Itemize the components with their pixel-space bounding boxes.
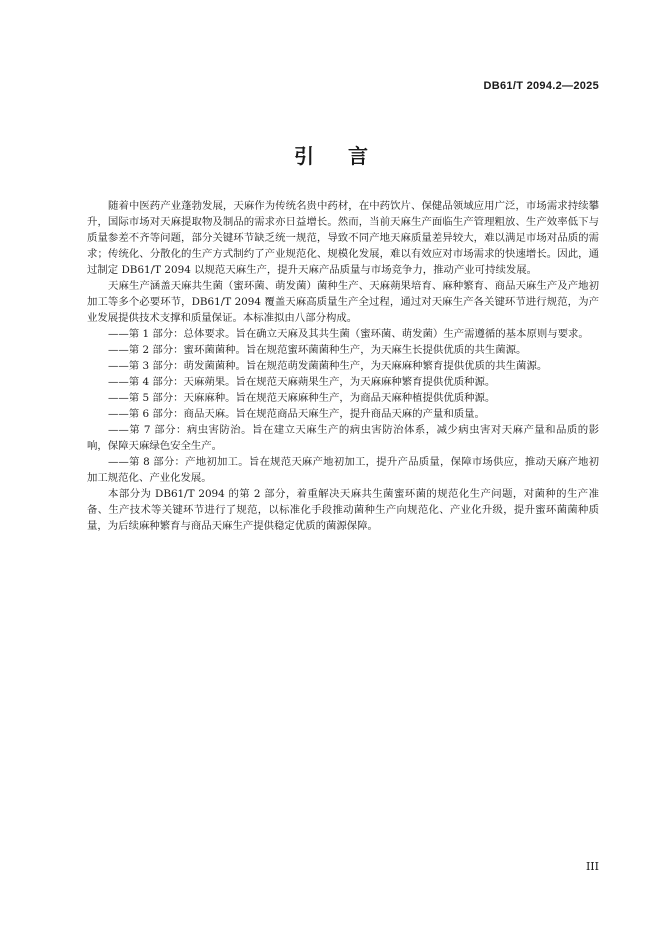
standard-code: DB61/T 2094.2—2025	[483, 80, 599, 92]
list-item-part-6: ——第 6 部分：商品天麻。旨在规范商品天麻生产，提升商品天麻的产量和质量。	[108, 408, 485, 420]
list-item-part-2: ——第 2 部分：蜜环菌菌种。旨在规范蜜环菌菌种生产，为天麻生长提供优质的共生菌源。	[108, 344, 527, 356]
page-title: 引言	[294, 144, 402, 168]
list-item-part-7: ——第 7 部分：病虫害防治。旨在建立天麻生产的病虫害防治体系，减少病虫害对天麻产量和品质的影响，保障天麻绿色安全生产。	[87, 424, 599, 452]
paragraph-background: 随着中医药产业蓬勃发展，天麻作为传统名贵中药材，在中药饮片、保健品领域应用广泛，市场需求持续攀升，国际市场对天麻提取物及制品的需求亦日益增长。然而，当前天麻生产面临生产管理粗放、生产效率低下与质量参差不齐等问题，部分关键环节缺乏统一规范，导致不同产地天麻质量差异较大，难以满足市场对品质的需求；传统化、分散化的生产方式制约了产业规范化、规模化发展，难以有效应对市场需求的快速增长。因此，通过制定 DB61/T 2094 以规范天麻生产，提升天麻产品质量与市场竞争力，推动产业可持续发展。	[87, 200, 599, 276]
paragraph-scope: 天麻生产涵盖天麻共生菌（蜜环菌、萌发菌）菌种生产、天麻蒴果培育、麻种繁育、商品天麻生产及产地初加工等多个必要环节，DB61/T 2094 覆盖天麻高质量生产全过程，通过对天麻生产各关键环节进行规范，为产业发展提供技术支撑和质量保证。本标准拟由八部分构成。	[87, 280, 599, 324]
body-text	[87, 198, 599, 534]
list-item-part-5: ——第 5 部分：天麻麻种。旨在规范天麻麻种生产，为商品天麻种植提供优质种源。	[108, 392, 496, 404]
list-item-part-8: ——第 8 部分：产地初加工。旨在规范天麻产地初加工，提升产品质量，保障市场供应，推动天麻产地初加工规范化、产业化发展。	[87, 456, 599, 484]
page-number: III	[585, 860, 599, 873]
list-item-part-3: ——第 3 部分：萌发菌菌种。旨在规范萌发菌菌种生产，为天麻麻种繁育提供优质的共生菌源。	[108, 360, 548, 372]
paragraph-this-part: 本部分为 DB61/T 2094 的第 2 部分，着重解决天麻共生菌蜜环菌的规范化生产问题，对菌种的生产准备、生产技术等关键环节进行了规范，以标准化手段推动菌种生产向规范化、产业化升级，提升蜜环菌菌种质量，为后续麻种繁育与商品天麻生产提供稳定优质的菌源保障。	[87, 488, 599, 532]
list-item-part-1: ——第 1 部分：总体要求。旨在确立天麻及其共生菌（蜜环菌、萌发菌）生产需遵循的基本原则与要求。	[108, 328, 589, 340]
list-item-part-4: ——第 4 部分：天麻蒴果。旨在规范天麻蒴果生产，为天麻麻种繁育提供优质种源。	[108, 376, 496, 388]
